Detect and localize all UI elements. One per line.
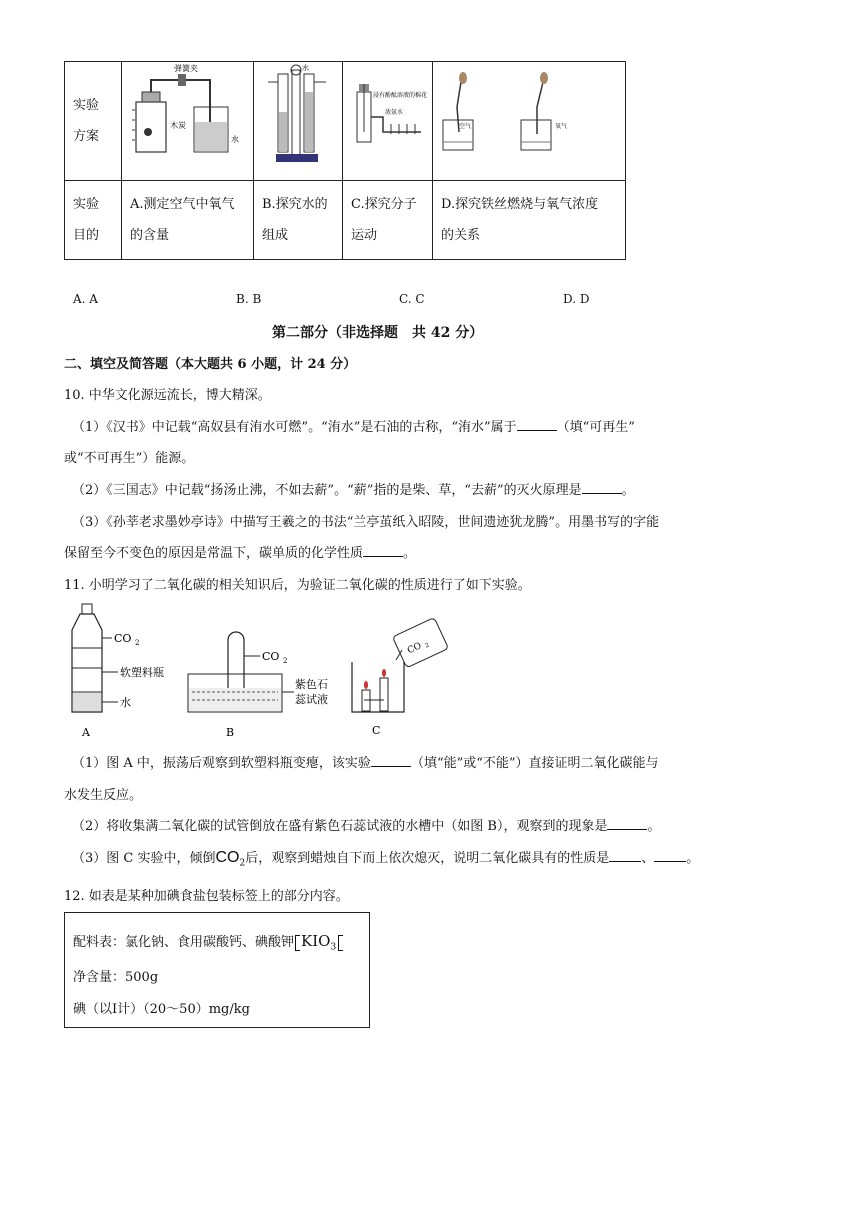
q10-p1-text2: （填“可再生”	[556, 420, 635, 435]
bracket-left	[295, 935, 300, 951]
co2-formula: CO	[215, 849, 240, 866]
ammonia-label: 浓氨水	[385, 109, 404, 116]
figure-c-beaker	[352, 618, 449, 737]
clamp-label: 弹簧夹	[174, 64, 198, 73]
cotton-label: 浸有酚酞溶液的棉花	[373, 92, 428, 99]
purpose-c	[343, 181, 433, 260]
purpose-line: B.探究水的	[262, 197, 328, 212]
co2-formula-sub: 2	[239, 858, 246, 869]
row-header-purpose	[65, 181, 122, 260]
figure-b-label: B	[226, 726, 235, 739]
carbon-label: 木炭	[170, 121, 186, 130]
ingredients-line	[73, 931, 343, 953]
answer-blank[interactable]	[517, 418, 557, 431]
bottle-label: 软塑料瓶	[120, 666, 164, 679]
salt-label-box	[64, 912, 370, 1028]
diagram-c-cell	[343, 62, 433, 181]
q10-part3: （3）《孙莘老求墨妙亭诗》中描写王羲之的书法“兰亭茧纸入昭陵，世间遗迹犹龙腾”。用墨书写的字能	[72, 515, 660, 530]
q10-p3-end: 。	[403, 546, 417, 561]
co2-sub-c: 2	[424, 641, 431, 650]
air-label: 空气	[459, 123, 472, 130]
oxygen-label: 氧气	[555, 123, 568, 130]
option-c[interactable]: C. C	[399, 292, 425, 306]
section-title: 二、填空及简答题（本大题共 6 小题，计 24 分）	[64, 357, 357, 372]
figure-a-label: A	[82, 726, 90, 739]
diagram-d-cell	[433, 62, 626, 181]
q11-p1-text2: （填“能”或“不能”）直接证明二氧化碳能与	[410, 756, 659, 771]
figure-b-trough	[188, 632, 328, 739]
q11-p2-end: 。	[647, 819, 661, 834]
diagram-c-molecule-motion	[343, 62, 432, 168]
kio3-sub: 3	[330, 942, 337, 953]
ingredients-text: 配料表：氯化钠、食用碳酸钙、碘酸钾	[73, 935, 295, 950]
q12-stem: 12. 如表是某种加碘食盐包装标签上的部分内容。	[64, 889, 349, 904]
q10-p2-end: 。	[621, 483, 635, 498]
row-header-line: 实验	[73, 197, 100, 212]
answer-blank[interactable]	[363, 544, 403, 557]
answer-blank[interactable]	[654, 849, 686, 862]
figure-a-bottle	[72, 604, 164, 739]
co2-sub-a: 2	[135, 639, 140, 647]
q11-p3-text2: 后，观察到蜡烛自下而上依次熄灭，说明二氧化碳具有的性质是	[245, 851, 610, 866]
part2-title: 第二部分（非选择题 共 42 分）	[272, 325, 484, 341]
q10-part1	[72, 416, 635, 435]
row-header-line: 目的	[73, 228, 100, 243]
q10-p3-text: 保留至今不变色的原因是常温下，碳单质的化学性质	[64, 546, 364, 561]
purpose-line: 运动	[351, 228, 378, 243]
q10-p1-text: （1）《汉书》中记载“高奴县有洧水可燃”。“洧水”是石油的古称，“洧水”属于	[72, 420, 517, 435]
litmus-label-1: 紫色石	[295, 678, 328, 691]
co2-sub-b: 2	[283, 657, 288, 665]
kio3-formula: KIO	[301, 932, 331, 950]
q11-p1-cont: 水发生反应。	[64, 788, 143, 803]
litmus-label-2: 蕊试液	[295, 693, 328, 706]
q11-stem: 11. 小明学习了二氧化碳的相关知识后，为验证二氧化碳的性质进行了如下实验。	[64, 578, 531, 593]
water-top-label: 水	[302, 64, 309, 72]
q10-p2-text: （2）《三国志》中记载“扬汤止沸，不如去薪”。“薪”指的是柴、草，“去薪”的灭火原理是	[72, 483, 582, 498]
q11-part2	[72, 815, 660, 834]
purpose-a	[122, 181, 254, 260]
purpose-line: C.探究分子	[351, 197, 417, 212]
co2-label-a: CO	[114, 632, 132, 645]
row-header-scheme	[65, 62, 122, 181]
diagram-b-water-electrolysis	[254, 62, 342, 168]
q10-p3-cont	[64, 542, 416, 561]
row-header-line: 方案	[73, 129, 100, 144]
diagram-a-cell	[122, 62, 254, 181]
co2-label-c: CO	[406, 641, 424, 657]
iodine-content: 碘（以Ⅰ计）（20～50）mg/kg	[73, 1002, 250, 1017]
q11-p3-end: 。	[686, 851, 700, 866]
q10-part2	[72, 479, 635, 498]
water-label: 水	[231, 135, 239, 144]
experiment-table	[64, 61, 626, 260]
answer-blank[interactable]	[582, 481, 622, 494]
q11-p1-text: （1）图 A 中，振荡后观察到软塑料瓶变瘪，该实验	[72, 756, 371, 771]
answer-blank[interactable]	[609, 849, 641, 862]
option-b[interactable]: B. B	[236, 292, 262, 306]
q11-figure	[68, 600, 468, 742]
diagram-b-cell	[254, 62, 343, 181]
option-d[interactable]: D. D	[563, 292, 590, 306]
purpose-line: A.测定空气中氧气	[130, 197, 235, 212]
option-a[interactable]: A. A	[73, 292, 98, 306]
purpose-line: 组成	[262, 228, 289, 243]
q11-part1	[72, 752, 659, 771]
water-label-a: 水	[120, 696, 131, 709]
co2-label-b: CO	[262, 650, 280, 663]
q10-stem: 10. 中华文化源远流长，博大精深。	[64, 388, 271, 403]
diagram-d-iron-wire-burning	[433, 62, 625, 168]
purpose-d	[433, 181, 626, 260]
diagram-a-oxygen-measure	[122, 62, 253, 168]
q10-p1-cont: 或“不可再生”）能源。	[64, 451, 195, 466]
purpose-line: D.探究铁丝燃烧与氧气浓度	[441, 197, 599, 212]
q11-p2-text: （2）将收集满二氧化碳的试管倒放在盛有紫色石蕊试液的水槽中（如图 B），观察到的现象是	[72, 819, 608, 834]
answer-blank[interactable]	[371, 754, 411, 767]
q11-part3	[72, 847, 699, 869]
q11-p3-sep: 、	[641, 851, 655, 866]
figure-c-label: C	[372, 724, 381, 737]
net-weight: 净含量：500g	[73, 970, 159, 985]
answer-blank[interactable]	[607, 817, 647, 830]
purpose-b	[254, 181, 343, 260]
row-header-line: 实验	[73, 98, 100, 113]
purpose-line: 的关系	[441, 228, 481, 243]
q11-p3-text: （3）图 C 实验中，倾倒	[72, 851, 216, 866]
purpose-line: 的含量	[130, 228, 170, 243]
bracket-right	[338, 935, 343, 951]
